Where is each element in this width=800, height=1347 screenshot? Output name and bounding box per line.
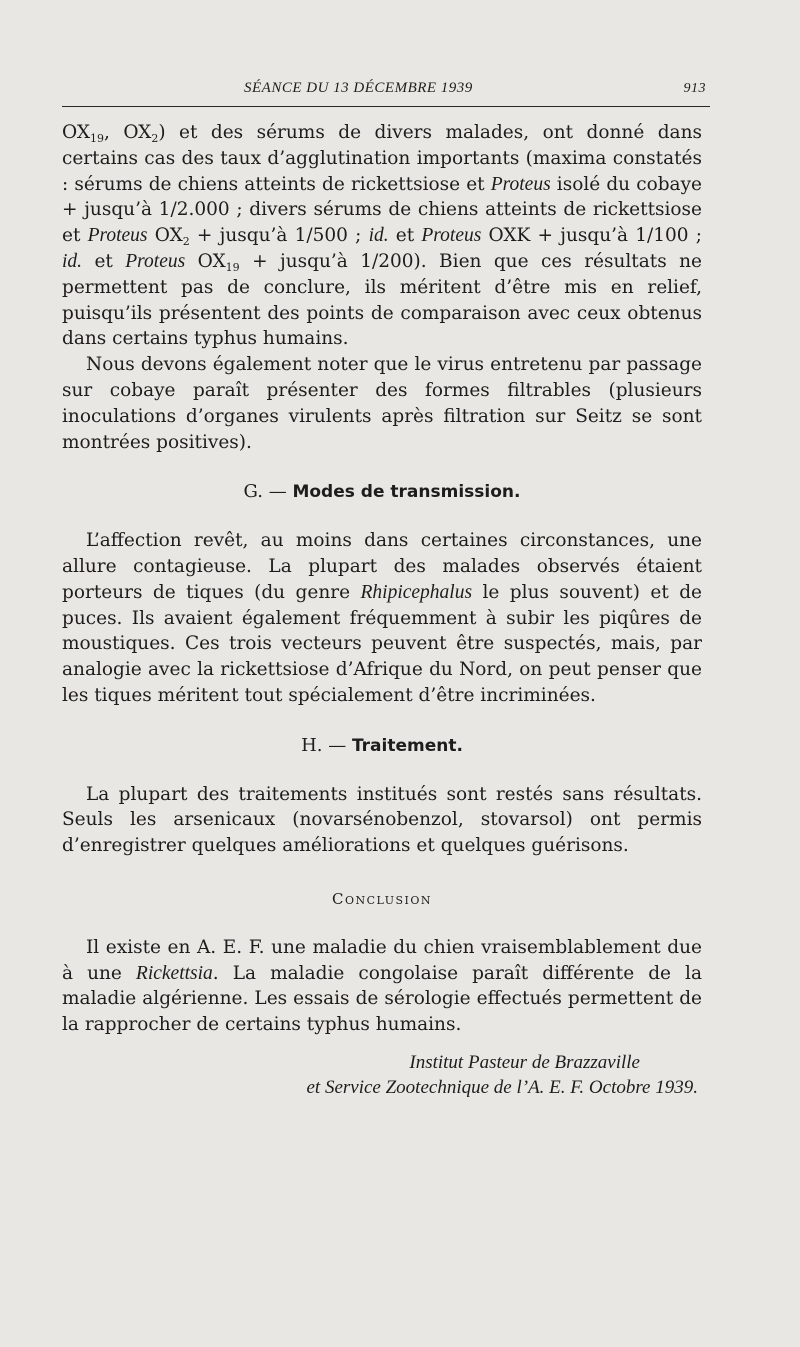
header-rule bbox=[62, 106, 710, 107]
signature-line-2: et Service Zootechnique de l’A. E. F. Octobre 1939. bbox=[306, 1076, 698, 1098]
page-number: 913 bbox=[683, 81, 706, 96]
paragraph-filtrable-virus: Nous devons également noter que le virus entretenu par passage sur cobaye paraît présenter des formes filtrables (plusieurs inoculations d’organes virulents après filtration sur Seitz se sont montrées positives). bbox=[62, 354, 702, 453]
signature-block bbox=[62, 1050, 702, 1100]
running-title: SÉANCE DU 13 DÉCEMBRE 1939 bbox=[244, 80, 473, 96]
paragraph-transmission: L’affection revêt, au moins dans certaines circonstances, une allure contagieuse. La plupart des malades observés étaient porteurs de tiques (du genre Rhipicephalus le plus souvent) et de puces. Ils avaient également fréquemment à subir les piqûres de moustiques. Ces trois vecteurs peuvent être suspectés, mais, par analogie avec la rickettsiose d’Afrique du Nord, on peut penser que les tiques méritent tout spécialement d’être incriminées. bbox=[62, 530, 702, 706]
paragraph-agglutination: $OX_{19}$, $OX_2$) et des sérums de divers malades, ont donné dans certains cas des taux d’agglutination importants (maxima constatés : sérums de chiens atteints de rickettsiose et Proteus isolé du cobaye + jusqu’à 1/2.000 ; divers sérums de chiens atteints de rickettsiose et Proteus $OX_2$ + jusqu’à 1/500 ; id. et Proteus OXK + jusqu’à 1/100 ; id. et Proteus $OX_{19}$ + jusqu’à 1/200). Bien que ces résultats ne permettent pas de conclure, ils méritent d’être mis en relief, puisqu’ils présentent des points de comparaison avec ceux obtenus dans certains typhus humains. bbox=[62, 122, 702, 350]
paragraph-conclusion: Il existe en A. E. F. une maladie du chien vraisemblablement due à une Rickettsia. La maladie congolaise paraît différente de la maladie algérienne. Les essais de sérologie effectués permettent de la rapprocher de certains typhus humains. bbox=[62, 936, 702, 1036]
section-heading-transmission: G. — Modes de transmission. bbox=[243, 481, 521, 503]
conclusion-heading: Conclusion bbox=[331, 889, 433, 908]
paragraph-treatment: La plupart des traitements institués sont restés sans résultats. Seuls les arsenicaux (novarsénobenzol, stovarsol) ont permis d’enregistrer quelques améliorations et quelques guérisons. bbox=[62, 783, 702, 857]
signature-line-1: Institut Pasteur de Brazzaville bbox=[409, 1051, 640, 1073]
page-header bbox=[62, 76, 710, 102]
body-text bbox=[62, 120, 702, 1100]
section-heading-treatment: H. — Traitement. bbox=[301, 734, 463, 756]
